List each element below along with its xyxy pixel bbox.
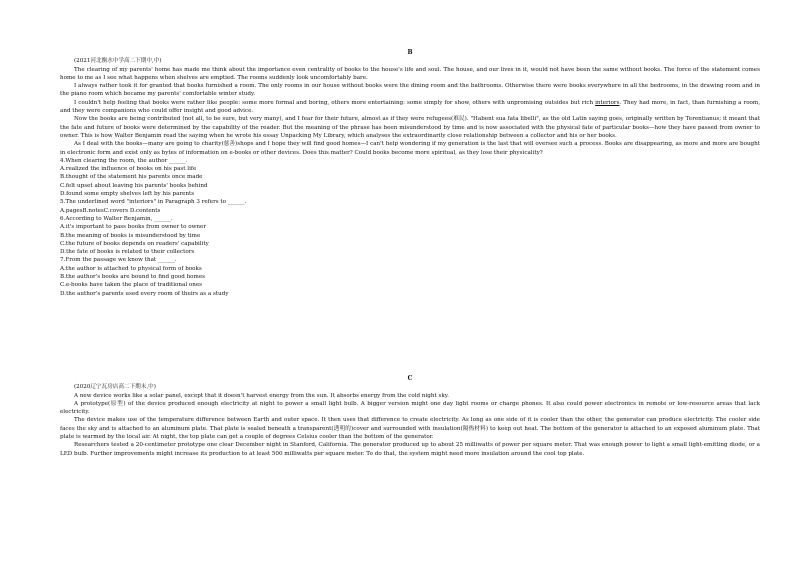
paragraph: Researchers tested a 20-centimeter prototype one clear December night in Stanford, California. The generator produced up to about 25 milliwatts of power per square meter. That was enough power to light a small light-emitting diode, or a LED bulb. Further improvements might increase its production to at least 500 milliwatts per square meter. To do that, the system might need more insulation around the cool top plate.	[60, 442, 760, 457]
paragraph: A new device works like a solar panel, except that it doesn't harvest energy from the sun. It absorbs energy from the cold night sky.	[74, 392, 449, 399]
paragraph: A prototype(原型) of the device produced enough electricity at night to power a small light bulb. A bigger version might one day light rooms or charge phones. It also could power electronics in remote or low-resource areas that lack electricity.	[60, 400, 760, 416]
paragraph	[60, 99, 760, 116]
option: A.the author is attached to physical form of books	[60, 265, 202, 272]
option: D.the fate of books is related to their collectors	[60, 249, 195, 256]
source-note: (2020辽宁瓦房店高二下期末,中)	[74, 384, 156, 391]
section-letter: B	[407, 49, 413, 56]
option: B.the author's books are bound to find good homes	[60, 274, 206, 281]
option: B.the meaning of books is misunderstood by time	[60, 232, 201, 239]
option: B.thought of the statement his parents once made	[60, 174, 203, 181]
paragraph: I always rather took it for granted that books furnished a room. The only rooms in our house without books were the dining room and the bathrooms. Otherwise there were books everywhere in all the bedrooms, in the drawing room and in the piano room which became my parents' comfortable winter study.	[60, 83, 760, 98]
section-c	[60, 375, 760, 458]
text: . They had more, in fact, than furnishing a room, and they were companions who could offer insight and good advice.	[60, 99, 761, 115]
option: C.felt upset about leaving his parents' books behind	[60, 182, 208, 189]
option: A.pagesB.notesC.covers D.contents	[60, 207, 161, 214]
option: A.it's important to pass books from owner to owner	[60, 224, 207, 231]
question-stem: 4.When clearing the room, the author ______.	[60, 157, 188, 164]
paragraph: As I deal with the books—many are going to charity(慈善)shops and I hope they will find good homes—I can't help wondering if my generation is the last that will oversee such a process. Books are disappearing, as more and more are bought in electronic form and exist only as bytes of information on e-books or other devices. Does this matter? Could books become more spiritual, as they lose their physicality?	[60, 141, 760, 156]
paragraph: The device makes use of the temperature difference between Earth and outer space. It then uses that difference to create electricity. As long as one side of it is cooler than the other, the generator can produce electricity. The cooler side faces the sky and is attached to an aluminum plate. That plate is sealed beneath a transparent(透明的)cover and surrounded with insulation(隔热材料) to keep out heat. The bottom of the generator is attached to an exposed aluminum plate. That plate is warmed by the local air. At night, the top plate can get a couple of degrees Celsius cooler than the bottom of the generator.	[60, 417, 760, 441]
option: C.e-books have taken the place of traditional ones	[60, 282, 203, 289]
paragraph: The clearing of my parents' home has made me think about the importance even centrality of books to the house's life and soul. The house, and our lives in it, would not have been the same without books. The force of the statement comes home to me as I see what happens when shelves are emptied. The rooms suddenly look uncomfortably bare.	[60, 66, 760, 81]
option: A.realized the influence of books on his past life	[60, 166, 197, 173]
section-letter: C	[407, 375, 413, 382]
question-stem: 7.From the passage we know that ______.	[60, 257, 177, 264]
option: D.the author's parents used every room of theirs as a study	[60, 290, 229, 297]
text: I couldn't help feeling that books were rather like people: some more formal and boring, others more entertaining: some simply for show, others with unpromising outsides but rich	[74, 99, 596, 106]
question-stem: 5.The underlined word "interiors" in Paragraph 3 refers to ______.	[60, 199, 247, 206]
option: D.found some empty shelves left by his parents	[60, 191, 195, 198]
question-stem: 6.According to Walter Benjamin, ______.	[60, 215, 173, 222]
underlined-word: interiors	[595, 99, 620, 106]
paragraph: Now the books are being contributed (not all, to be sure, but very many), and I fear for their future, almost as if they were refugees(难民). "Habent sua fata libelli", as the old Latin saying goes, originally written by Terentianus; it meant that the fate and future of books were determined by the capability of the reader. But the meaning of the phrase has been misunderstood by time and is now associated with the physical fate of particular books—how they have passed from owner to owner. This is how Walter Benjamin read the saying when he wrote his essay Unpacking My Library, which analyses the extraordinarily close relationship between a collector and his or her books.	[60, 116, 760, 139]
source-note: (2021河北衡水中学高二下期中,中)	[74, 58, 162, 65]
option: C.the future of books depends on readers' capability	[60, 240, 209, 247]
section-b	[60, 49, 760, 298]
